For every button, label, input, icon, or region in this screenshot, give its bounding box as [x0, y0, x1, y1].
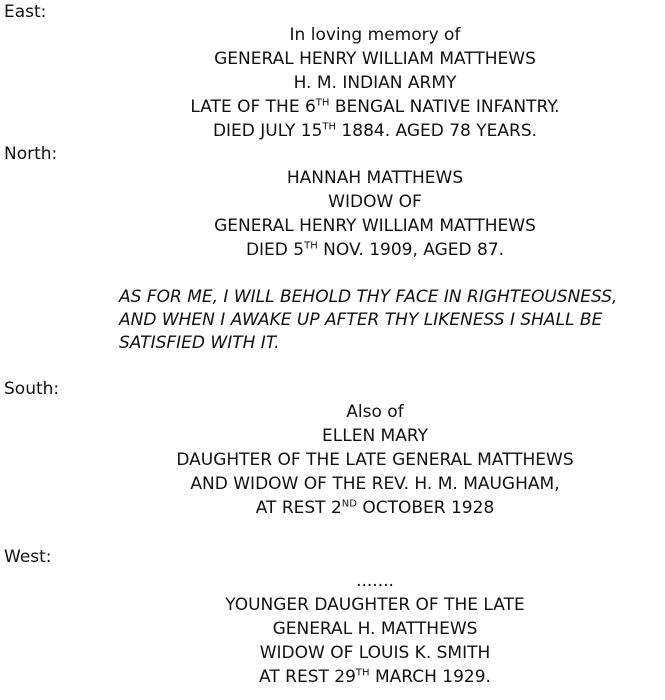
ordinal-suffix: TH	[355, 667, 370, 679]
line-text: BENGAL NATIVE INFANTRY.	[329, 97, 560, 117]
inscription-line: .......	[356, 571, 394, 591]
east-label: East:	[4, 2, 47, 22]
inscription-line: H. M. INDIAN ARMY	[293, 73, 457, 93]
line-text: DIED JULY 15	[212, 121, 323, 141]
inscription-line	[0, 496, 665, 520]
inscription-line: HANNAH MATTHEWS	[286, 168, 464, 188]
ordinal-suffix: TH	[304, 240, 318, 252]
east-inscription	[0, 23, 665, 143]
line-text: 1884. AGED 78 YEARS.	[336, 121, 538, 141]
inscription-line	[0, 238, 665, 262]
line-text: AT REST 29	[259, 667, 356, 687]
west-inscription	[0, 569, 665, 689]
inscription-line: In loving memory of	[289, 25, 461, 45]
line-text: MARCH 1929.	[369, 667, 491, 687]
south-inscription	[0, 400, 665, 520]
ordinal-suffix: ND	[341, 498, 357, 510]
inscription-line	[0, 119, 665, 143]
verse-line: AND WHEN I AWAKE UP AFTER THY LIKENESS I SHALL BE	[119, 310, 603, 330]
inscription-line: YOUNGER DAUGHTER OF THE LATE	[225, 595, 525, 615]
north-inscription	[0, 166, 665, 262]
inscription-line: AND WIDOW OF THE REV. H. M. MAUGHAM,	[190, 474, 560, 494]
inscription-line: GENERAL HENRY WILLIAM MATTHEWS	[214, 49, 536, 69]
inscription-line: DAUGHTER OF THE LATE GENERAL MATTHEWS	[176, 450, 574, 470]
inscription-line: GENERAL H. MATTHEWS	[272, 619, 478, 639]
inscription-line	[0, 95, 665, 119]
inscription-line: WIDOW OF	[328, 192, 422, 212]
inscription-line: ELLEN MARY	[322, 426, 428, 446]
line-text: OCTOBER 1928	[356, 498, 495, 518]
verse-line: AS FOR ME, I WILL BEHOLD THY FACE IN RIGHTEOUSNESS,	[119, 287, 618, 307]
line-text: NOV. 1909, AGED 87.	[317, 240, 505, 260]
west-label: West:	[4, 547, 52, 567]
scripture-verse	[119, 286, 617, 355]
ordinal-suffix: TH	[315, 97, 330, 109]
line-text: DIED 5	[245, 240, 305, 260]
inscription-line: Also of	[346, 402, 404, 422]
inscription-line	[0, 665, 665, 689]
north-label: North:	[4, 144, 58, 164]
verse-line: SATISFIED WITH IT.	[119, 333, 280, 353]
inscription-line: GENERAL HENRY WILLIAM MATTHEWS	[214, 216, 536, 236]
line-text: AT REST 2	[255, 498, 342, 518]
ordinal-suffix: TH	[322, 121, 337, 133]
south-label: South:	[4, 379, 60, 399]
line-text: LATE OF THE 6	[190, 97, 316, 117]
inscription-line: WIDOW OF LOUIS K. SMITH	[259, 643, 491, 663]
